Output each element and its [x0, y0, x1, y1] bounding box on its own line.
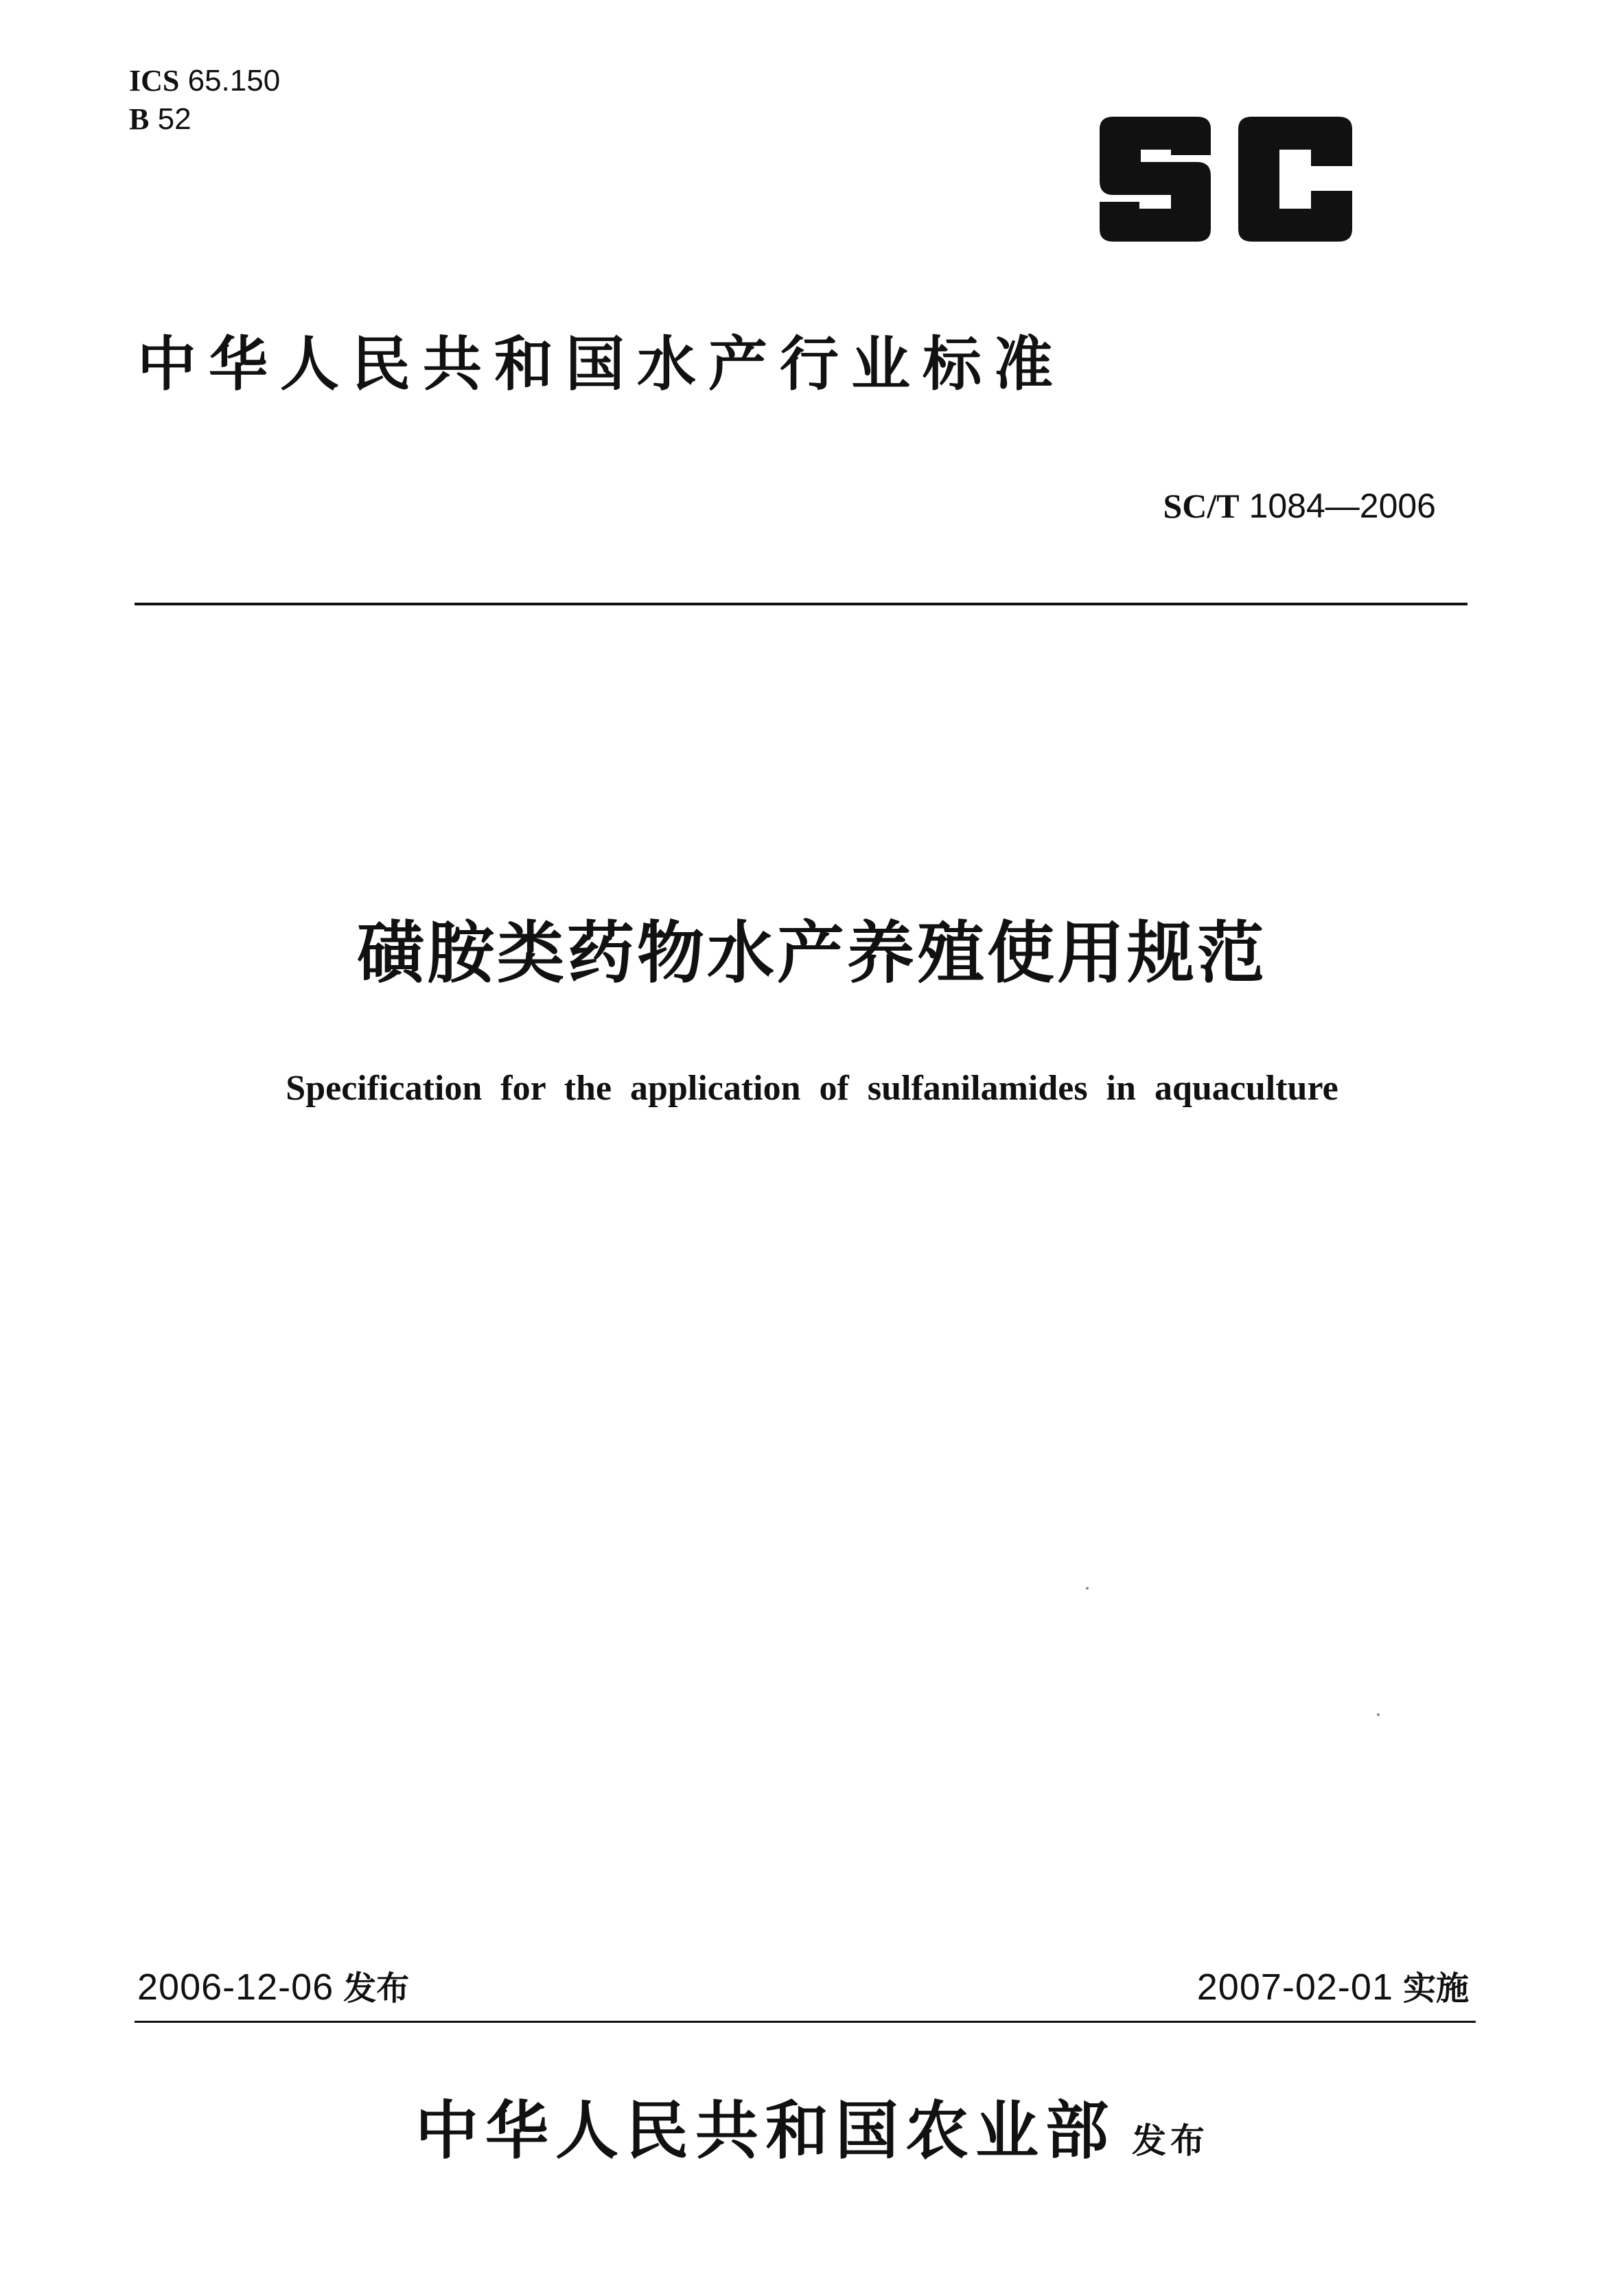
standard-number-value: 1084—2006: [1249, 487, 1436, 525]
ccs-code: [129, 104, 192, 135]
implement-date-value: 2007-02-01: [1196, 1967, 1393, 2008]
implement-date: [1197, 1969, 1469, 2006]
sc-logo: [1090, 114, 1359, 244]
ccs-label: B: [129, 102, 150, 136]
standard-number-prefix: SC/T: [1163, 487, 1240, 525]
standard-number: [1163, 489, 1436, 523]
ics-value: 65.150: [187, 64, 281, 97]
ics-code: [129, 66, 280, 96]
publisher-suffix: 发布: [1132, 2121, 1209, 2161]
document-title-cn: 磺胺类药物水产养殖使用规范: [356, 914, 1267, 993]
publisher: [0, 2094, 1624, 2168]
scan-speck: [1086, 1587, 1089, 1590]
ccs-value: 52: [157, 102, 192, 136]
issue-date-label: 发布: [343, 1969, 410, 2008]
implement-date-label: 实施: [1402, 1969, 1469, 2008]
scan-speck: [1377, 1713, 1380, 1716]
header-divider: [135, 603, 1468, 605]
standard-category-title: 中华人民共和国水产行业标准: [137, 330, 1065, 399]
footer-divider: [135, 2021, 1476, 2023]
document-title-en: Specification for the application of sulfanilamides in aquaculture: [286, 1069, 1338, 1108]
issue-date: [137, 1969, 409, 2006]
publisher-name: 中华人民共和国农业部: [415, 2094, 1115, 2168]
ics-label: ICS: [129, 64, 180, 97]
issue-date-value: 2006-12-06: [137, 1967, 334, 2008]
